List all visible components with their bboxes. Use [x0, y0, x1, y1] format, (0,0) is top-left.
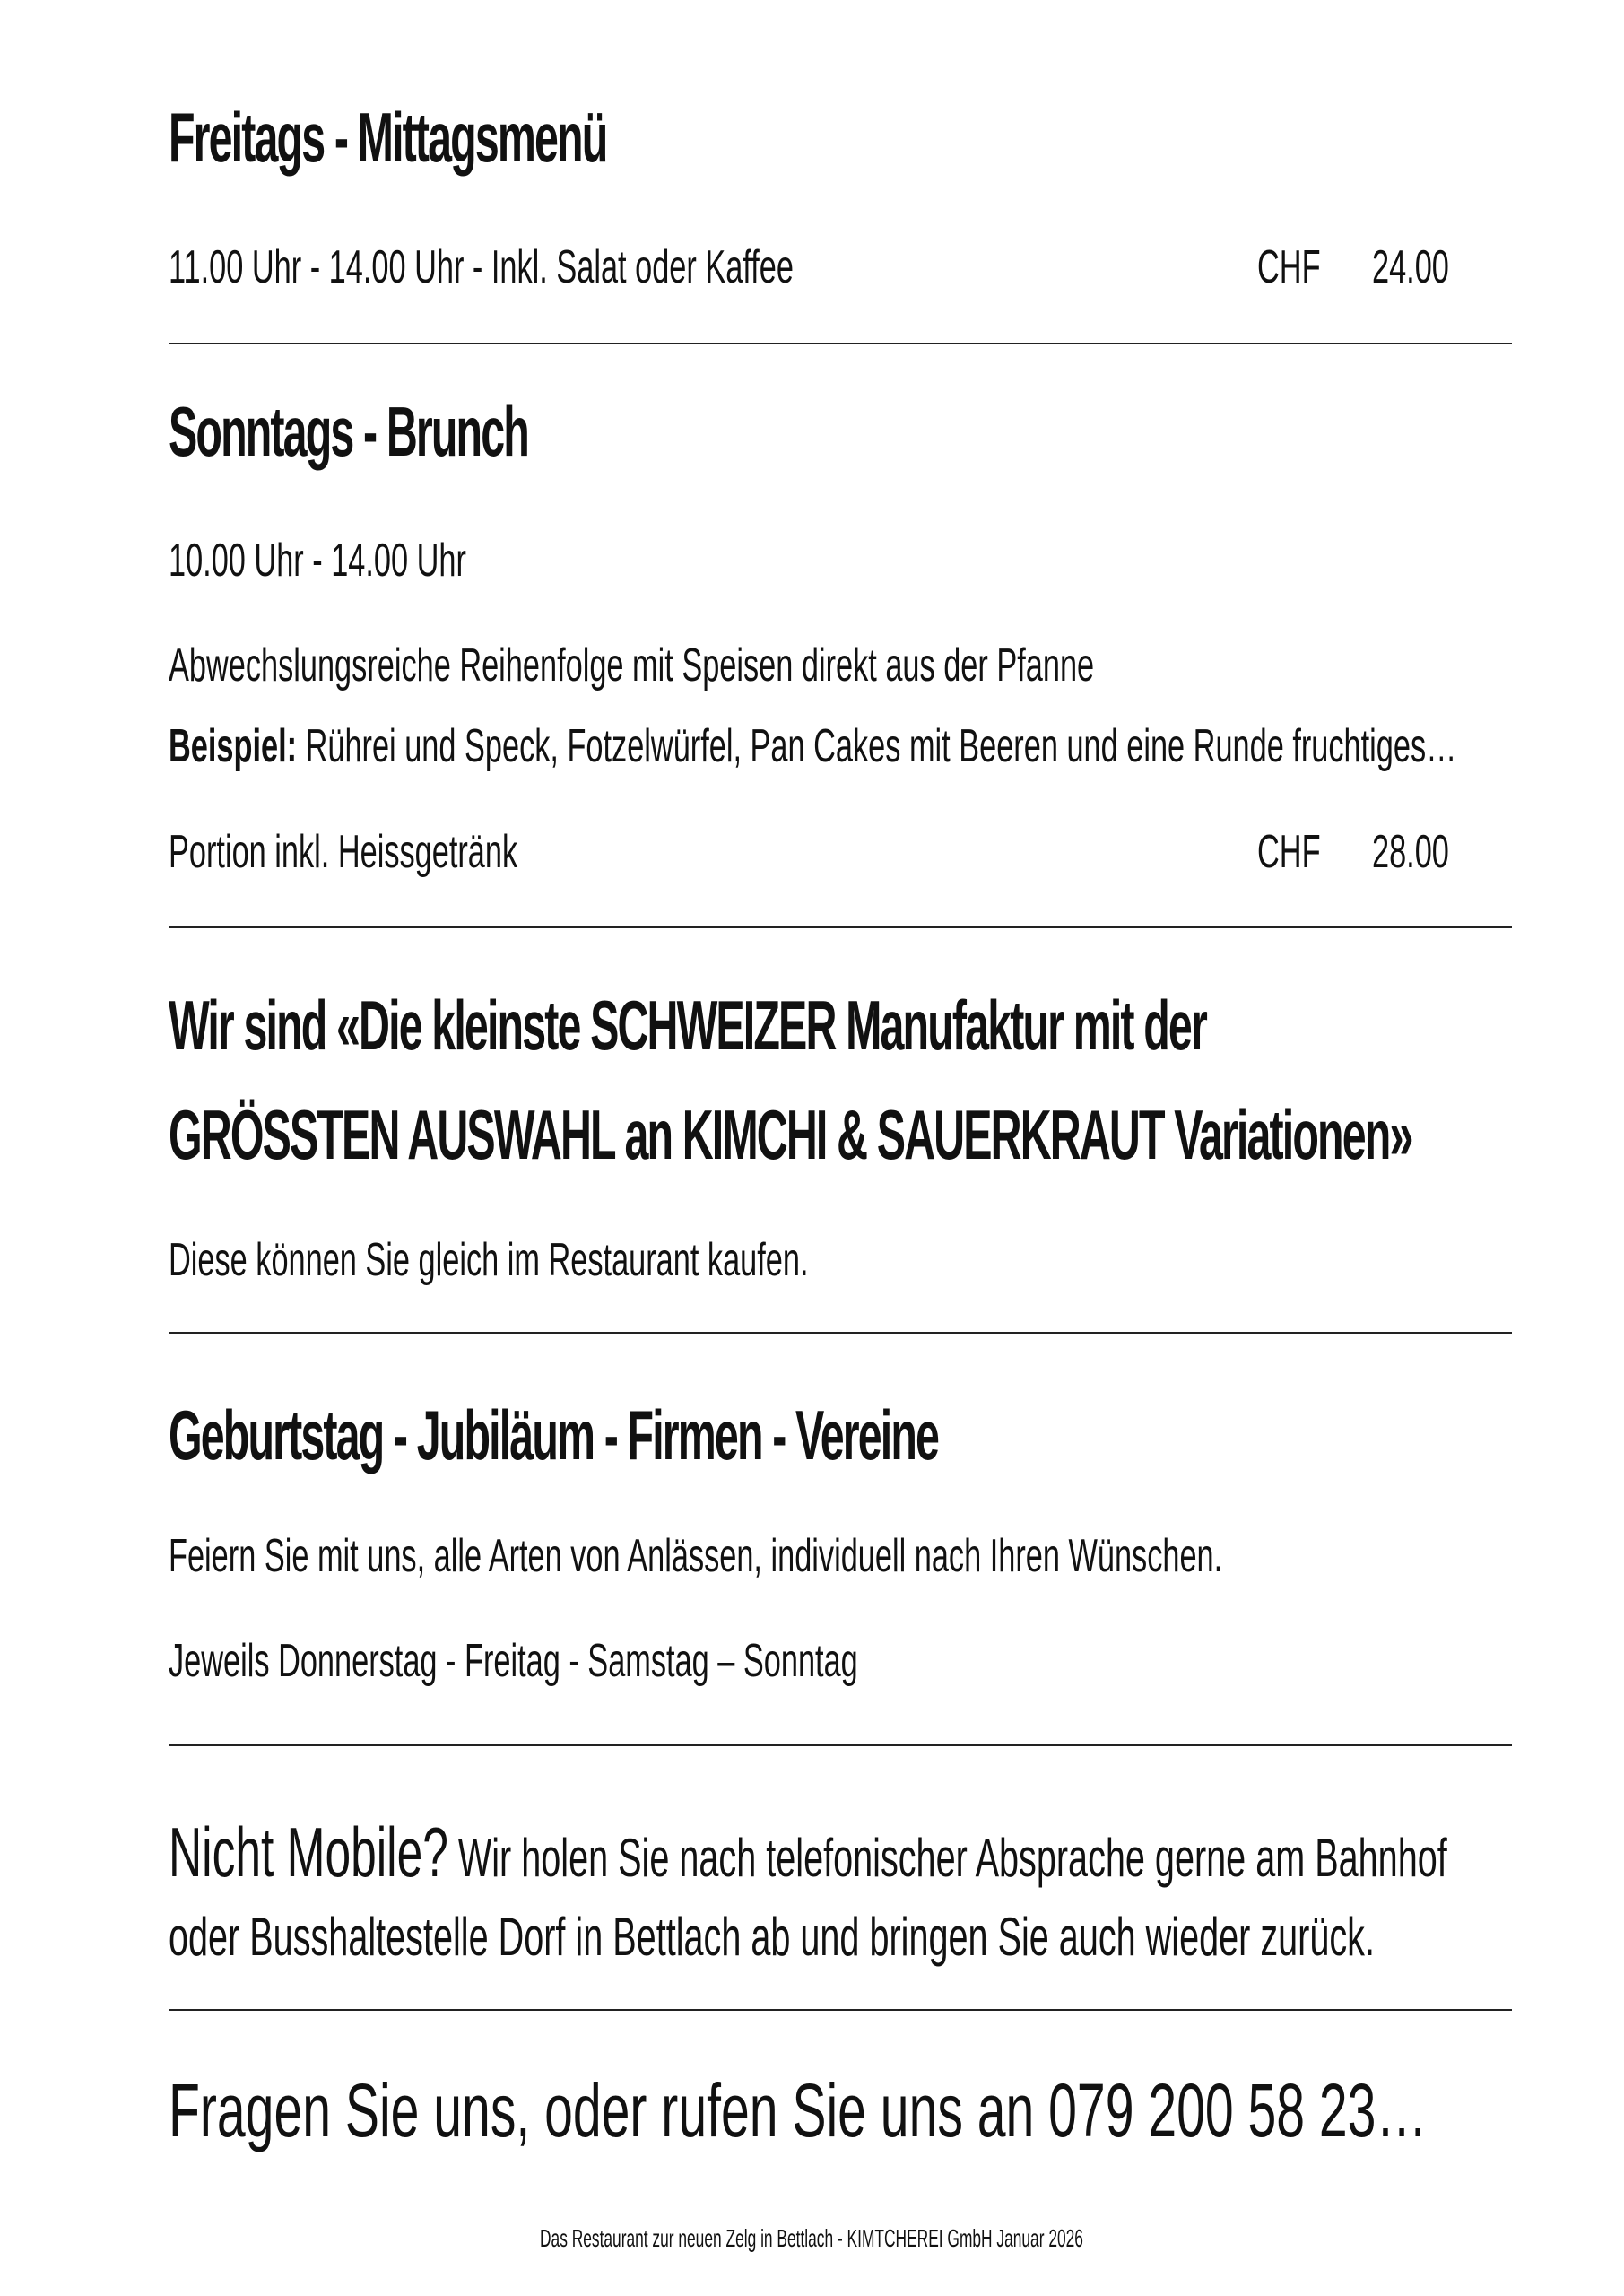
- freitag-price: 24.00: [1372, 241, 1449, 293]
- sonntag-portion: Portion inkl. Heissgetränk: [169, 826, 518, 878]
- divider: [169, 1744, 1512, 1746]
- manufaktur-text: Diese können Sie gleich im Restaurant kaufen.: [169, 1234, 809, 1286]
- anlaesse-days: Jeweils Donnerstag - Freitag - Samstag – Sonntag: [169, 1635, 858, 1687]
- sonntag-currency: CHF: [1257, 826, 1321, 878]
- sonntag-price: 28.00: [1372, 826, 1449, 878]
- mobil-line1-text: Wir holen Sie nach telefonischer Absprache gerne am Bahnhof: [447, 1828, 1447, 1888]
- mobil-lead: Nicht Mobile?: [169, 1813, 448, 1892]
- divider: [169, 926, 1512, 928]
- divider: [169, 2009, 1512, 2011]
- sonntag-example-label: Beispiel:: [169, 720, 298, 772]
- mobil-line2: oder Busshaltestelle Dorf in Bettlach ab und bringen Sie auch wieder zurück.: [169, 1907, 1375, 1967]
- freitag-title: Freitags - Mittagsmenü: [169, 98, 607, 177]
- footer-text: Das Restaurant zur neuen Zelg in Bettlach - KIMTCHEREI GmbH Januar 2026: [540, 2224, 1083, 2252]
- sonntag-time: 10.00 Uhr - 14.00 Uhr: [169, 535, 466, 587]
- sonntag-example: [169, 719, 1624, 773]
- manufaktur-line1: Wir sind «Die kleinste SCHWEIZER Manufaktur mit der: [169, 986, 1206, 1065]
- divider: [169, 343, 1512, 344]
- kontakt-text: Fragen Sie uns, oder rufen Sie uns an 079 200 58 23…: [169, 2068, 1428, 2152]
- mobil-line1: [169, 1812, 1624, 1893]
- sonntag-description: Abwechslungsreiche Reihenfolge mit Speisen direkt aus der Pfanne: [169, 639, 1095, 691]
- divider: [169, 1332, 1512, 1334]
- sonntag-example-text: Rührei und Speck, Fotzelwürfel, Pan Cakes mit Beeren und eine Runde fruchtiges…: [297, 720, 1457, 772]
- freitag-currency: CHF: [1257, 241, 1321, 293]
- sonntag-title: Sonntags - Brunch: [169, 392, 528, 471]
- anlaesse-text: Feiern Sie mit uns, alle Arten von Anlässen, individuell nach Ihren Wünschen.: [169, 1530, 1223, 1582]
- freitag-details: 11.00 Uhr - 14.00 Uhr - Inkl. Salat oder Kaffee: [169, 241, 794, 293]
- anlaesse-title: Geburtstag - Jubiläum - Firmen - Vereine: [169, 1396, 939, 1474]
- manufaktur-line2: GRÖSSTEN AUSWAHL an KIMCHI & SAUERKRAUT Variationen»: [169, 1095, 1412, 1174]
